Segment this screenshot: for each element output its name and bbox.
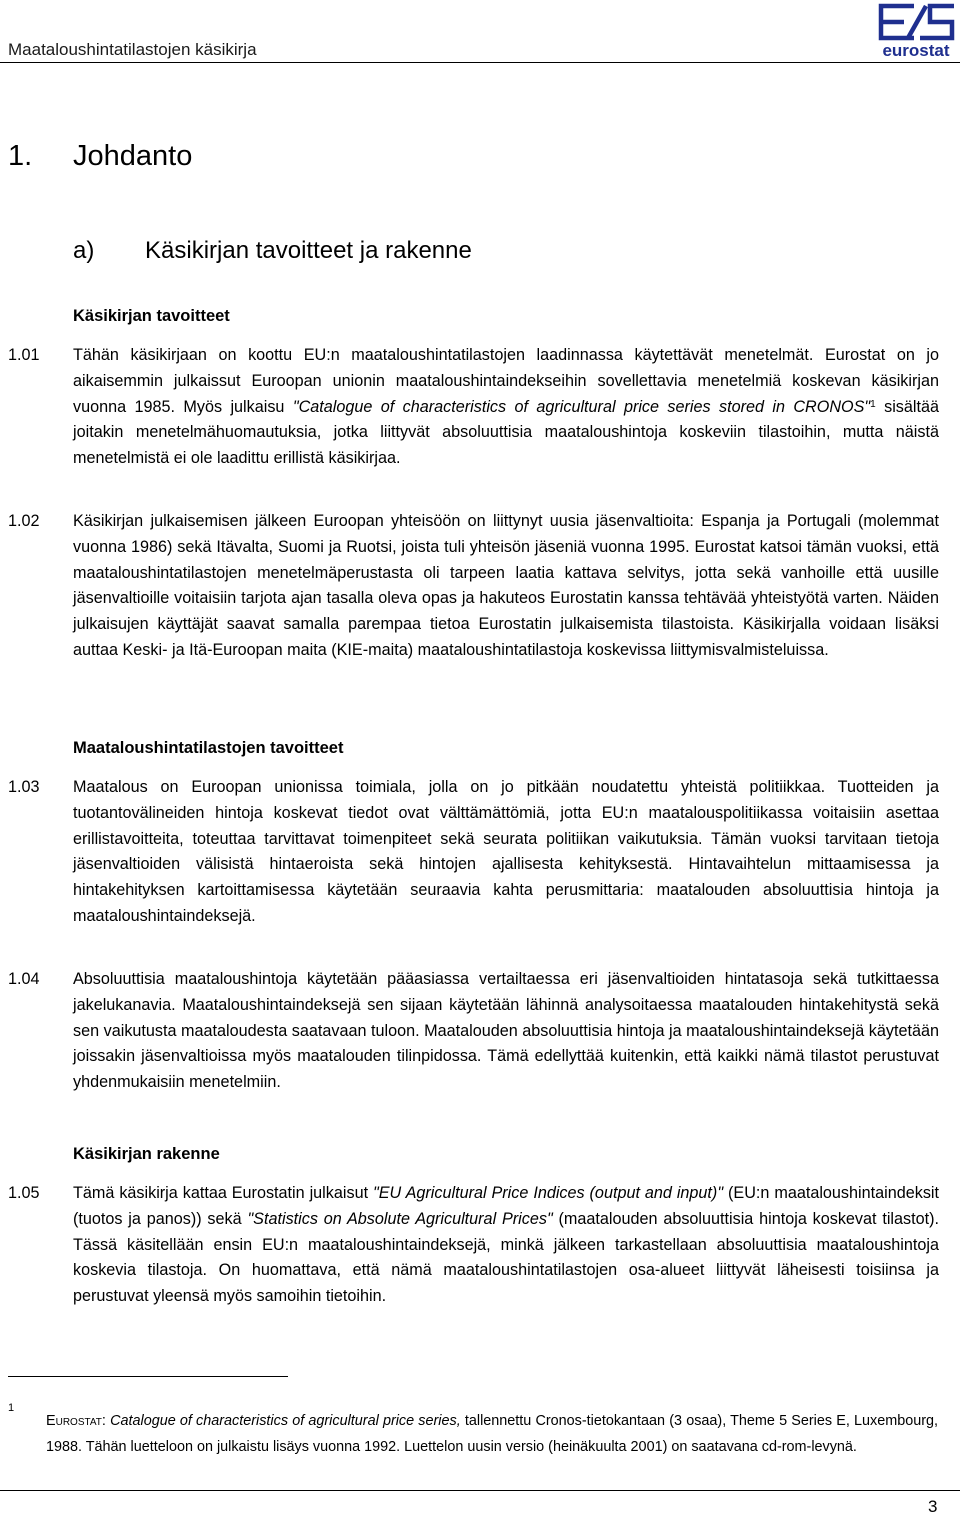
publication-title: "Statistics on Absolute Agricultural Prices" bbox=[247, 1209, 553, 1228]
paragraph-body bbox=[73, 343, 939, 472]
chapter-title: Johdanto bbox=[73, 140, 193, 172]
section-title: Käsikirjan tavoitteet ja rakenne bbox=[145, 237, 472, 264]
paragraph-text: (EU:n maataloushintaindeksit (tuotos ja panos)) sekä bbox=[73, 1184, 940, 1228]
publication-title: "Catalogue of characteristics of agricultural price series stored in CRONOS" bbox=[292, 397, 871, 416]
paragraph-number: 1.03 bbox=[8, 778, 40, 796]
paragraph-text: Tämä käsikirja kattaa Eurostatin julkaisut bbox=[73, 1184, 374, 1202]
paragraph-number: 1.05 bbox=[8, 1184, 40, 1202]
section-letter: a) bbox=[73, 237, 95, 264]
footnote-publication-title: Catalogue of characteristics of agricultural price series, bbox=[110, 1413, 461, 1429]
footnote-text bbox=[46, 1408, 938, 1460]
page-number: 3 bbox=[928, 1497, 938, 1516]
paragraph-text: Tähän käsikirjaan on koottu EU:n maataloushintatilastojen laadinnassa käytettävät menetelmät. Eurostat on jo aikaisemmin julkaissut Euroopan unionin maataloushintaindekseihin sovellettavia menetelmiä koskevan käsikirjan vuonna 1985. Myös julkaisu bbox=[73, 346, 939, 416]
footer-rule bbox=[0, 1490, 960, 1491]
running-header-title: Maataloushintatilastojen käsikirja bbox=[8, 40, 257, 59]
paragraph-body: Absoluuttisia maataloushintoja käytetään pääasiassa vertailtaessa eri jäsenvaltioiden hintatasoja sekä tutkittaessa jakelukanavia. Maataloushintaindeksejä sen sijaan käytetään lähinnä analysoitaessa maatalouden hintakehitystä sekä sen vaikutusta maataloudesta saatavaan tuloon. Maatalouden absoluuttisia hintoja ja maataloushintaindeksejä käytetään joissakin jäsenvaltioissa myös maatalouden tilinpidossa. Tämä edellyttää kuitenkin, että kaikki nämä tilastot perustuvat yhdenmukaisiin menetelmiin. bbox=[73, 970, 939, 1092]
paragraph-body: Maatalous on Euroopan unionissa toimiala, jolla on jo pitkään noudatettu yhteistä politiikkaa. Tuotteiden ja tuotantovälineiden hintoja koskevat tiedot ovat välttämättömiä, jotta EU:n maatalouspolitiikassa voitaisiin asettaa erillistavoitteita, toteuttaa tarvittavat toimenpiteet sekä seurata politiikan vaikutuksia. Tämän vuoksi tarvitaan tietoja jäsenvaltioiden välisistä hintaeroista sekä hintojen ajallisesta kehityksestä. Hintavaihtelun mittaamisessa ja hintakehityksen kartoittamisessa käytetään seuraavia kahta perusmittaria: maatalouden absoluuttisia hintoja ja maataloushintaindeksejä. bbox=[73, 778, 939, 925]
subheading-structure: Käsikirjan rakenne bbox=[73, 1145, 220, 1163]
logo-text: eurostat bbox=[882, 41, 950, 60]
footnote-body: tallennettu Cronos-tietokantaan (3 osaa), Theme 5 Series E, Luxembourg, 1988. Tähän luetteloon on julkaistu lisäys vuonna 1992. Luettelon uusin versio (heinäkuulta 2001) on saatavana cd-rom-levynä. bbox=[46, 1413, 939, 1455]
footnote-reference: 1 bbox=[870, 398, 876, 410]
paragraph-number: 1.02 bbox=[8, 512, 40, 530]
footnote-mark: 1 bbox=[8, 1402, 15, 1414]
paragraph-body: Käsikirjan julkaisemisen jälkeen Euroopan yhteisöön on liittynyt uusia jäsenvaltioita: Espanja ja Portugali (molemmat vuonna 1986) sekä Itävalta, Suomi ja Ruotsi, joista tuli yhteisön jäseniä vuonna 1995. Eurostat katsoi tämän vuoksi, että maataloushintatilastojen menetelmäperustasta oli tarpeen laatia kattava selvitys, jotta sekä vanhoille että uusille jäsenvaltioille voitaisiin tarjota ajan tasalla oleva opas ja hakuteos Eurostatin kanssa tehtävää yhteistyötä varten. Näiden julkaisujen käyttäjät saavat samalla parempaa tietoa Eurostatin julkaisemista tilastoista. Käsikirjalla voidaan lisäksi auttaa Keski- ja Itä-Euroopan maita (KIE-maita) maataloushintatilastoja koskevissa liittymisvalmisteluissa. bbox=[73, 512, 939, 659]
paragraph-number: 1.04 bbox=[8, 970, 40, 988]
paragraph-text: sisältää joitakin menetelmähuomautuksia, jotka liittyvät absoluuttisia maataloushintoja koskeviin tilastoihin, mutta näistä menetelmistä ei ole laadittu erillistä käsikirjaa. bbox=[73, 397, 939, 468]
footnote-separator-text: : bbox=[101, 1413, 111, 1429]
subheading-objectives: Käsikirjan tavoitteet bbox=[73, 307, 230, 325]
header-rule bbox=[0, 62, 960, 63]
footnote-author: Eurostat bbox=[46, 1413, 102, 1429]
eurostat-logo bbox=[874, 0, 958, 62]
subheading-statistics-objectives: Maataloushintatilastojen tavoitteet bbox=[73, 739, 344, 757]
paragraph-body bbox=[73, 1181, 939, 1310]
paragraph-number: 1.01 bbox=[8, 346, 40, 364]
footnote-separator bbox=[8, 1376, 288, 1377]
publication-title: "EU Agricultural Price Indices (output and input)" bbox=[373, 1184, 724, 1202]
chapter-number: 1. bbox=[8, 140, 33, 172]
paragraph-text: (maatalouden absoluuttisia hintoja koskevat tilastot). Tässä käsitellään ensin EU:n maataloushintaindeksejä, minkä jälkeen tarkastellaan absoluuttisia maataloushintoja koskevia tilastoja. On huomattava, että nämä maataloushintatilastojen osa-alueet liittyvät läheisesti toisiinsa ja perustuvat yleensä myös samoihin tietoihin. bbox=[73, 1209, 940, 1306]
